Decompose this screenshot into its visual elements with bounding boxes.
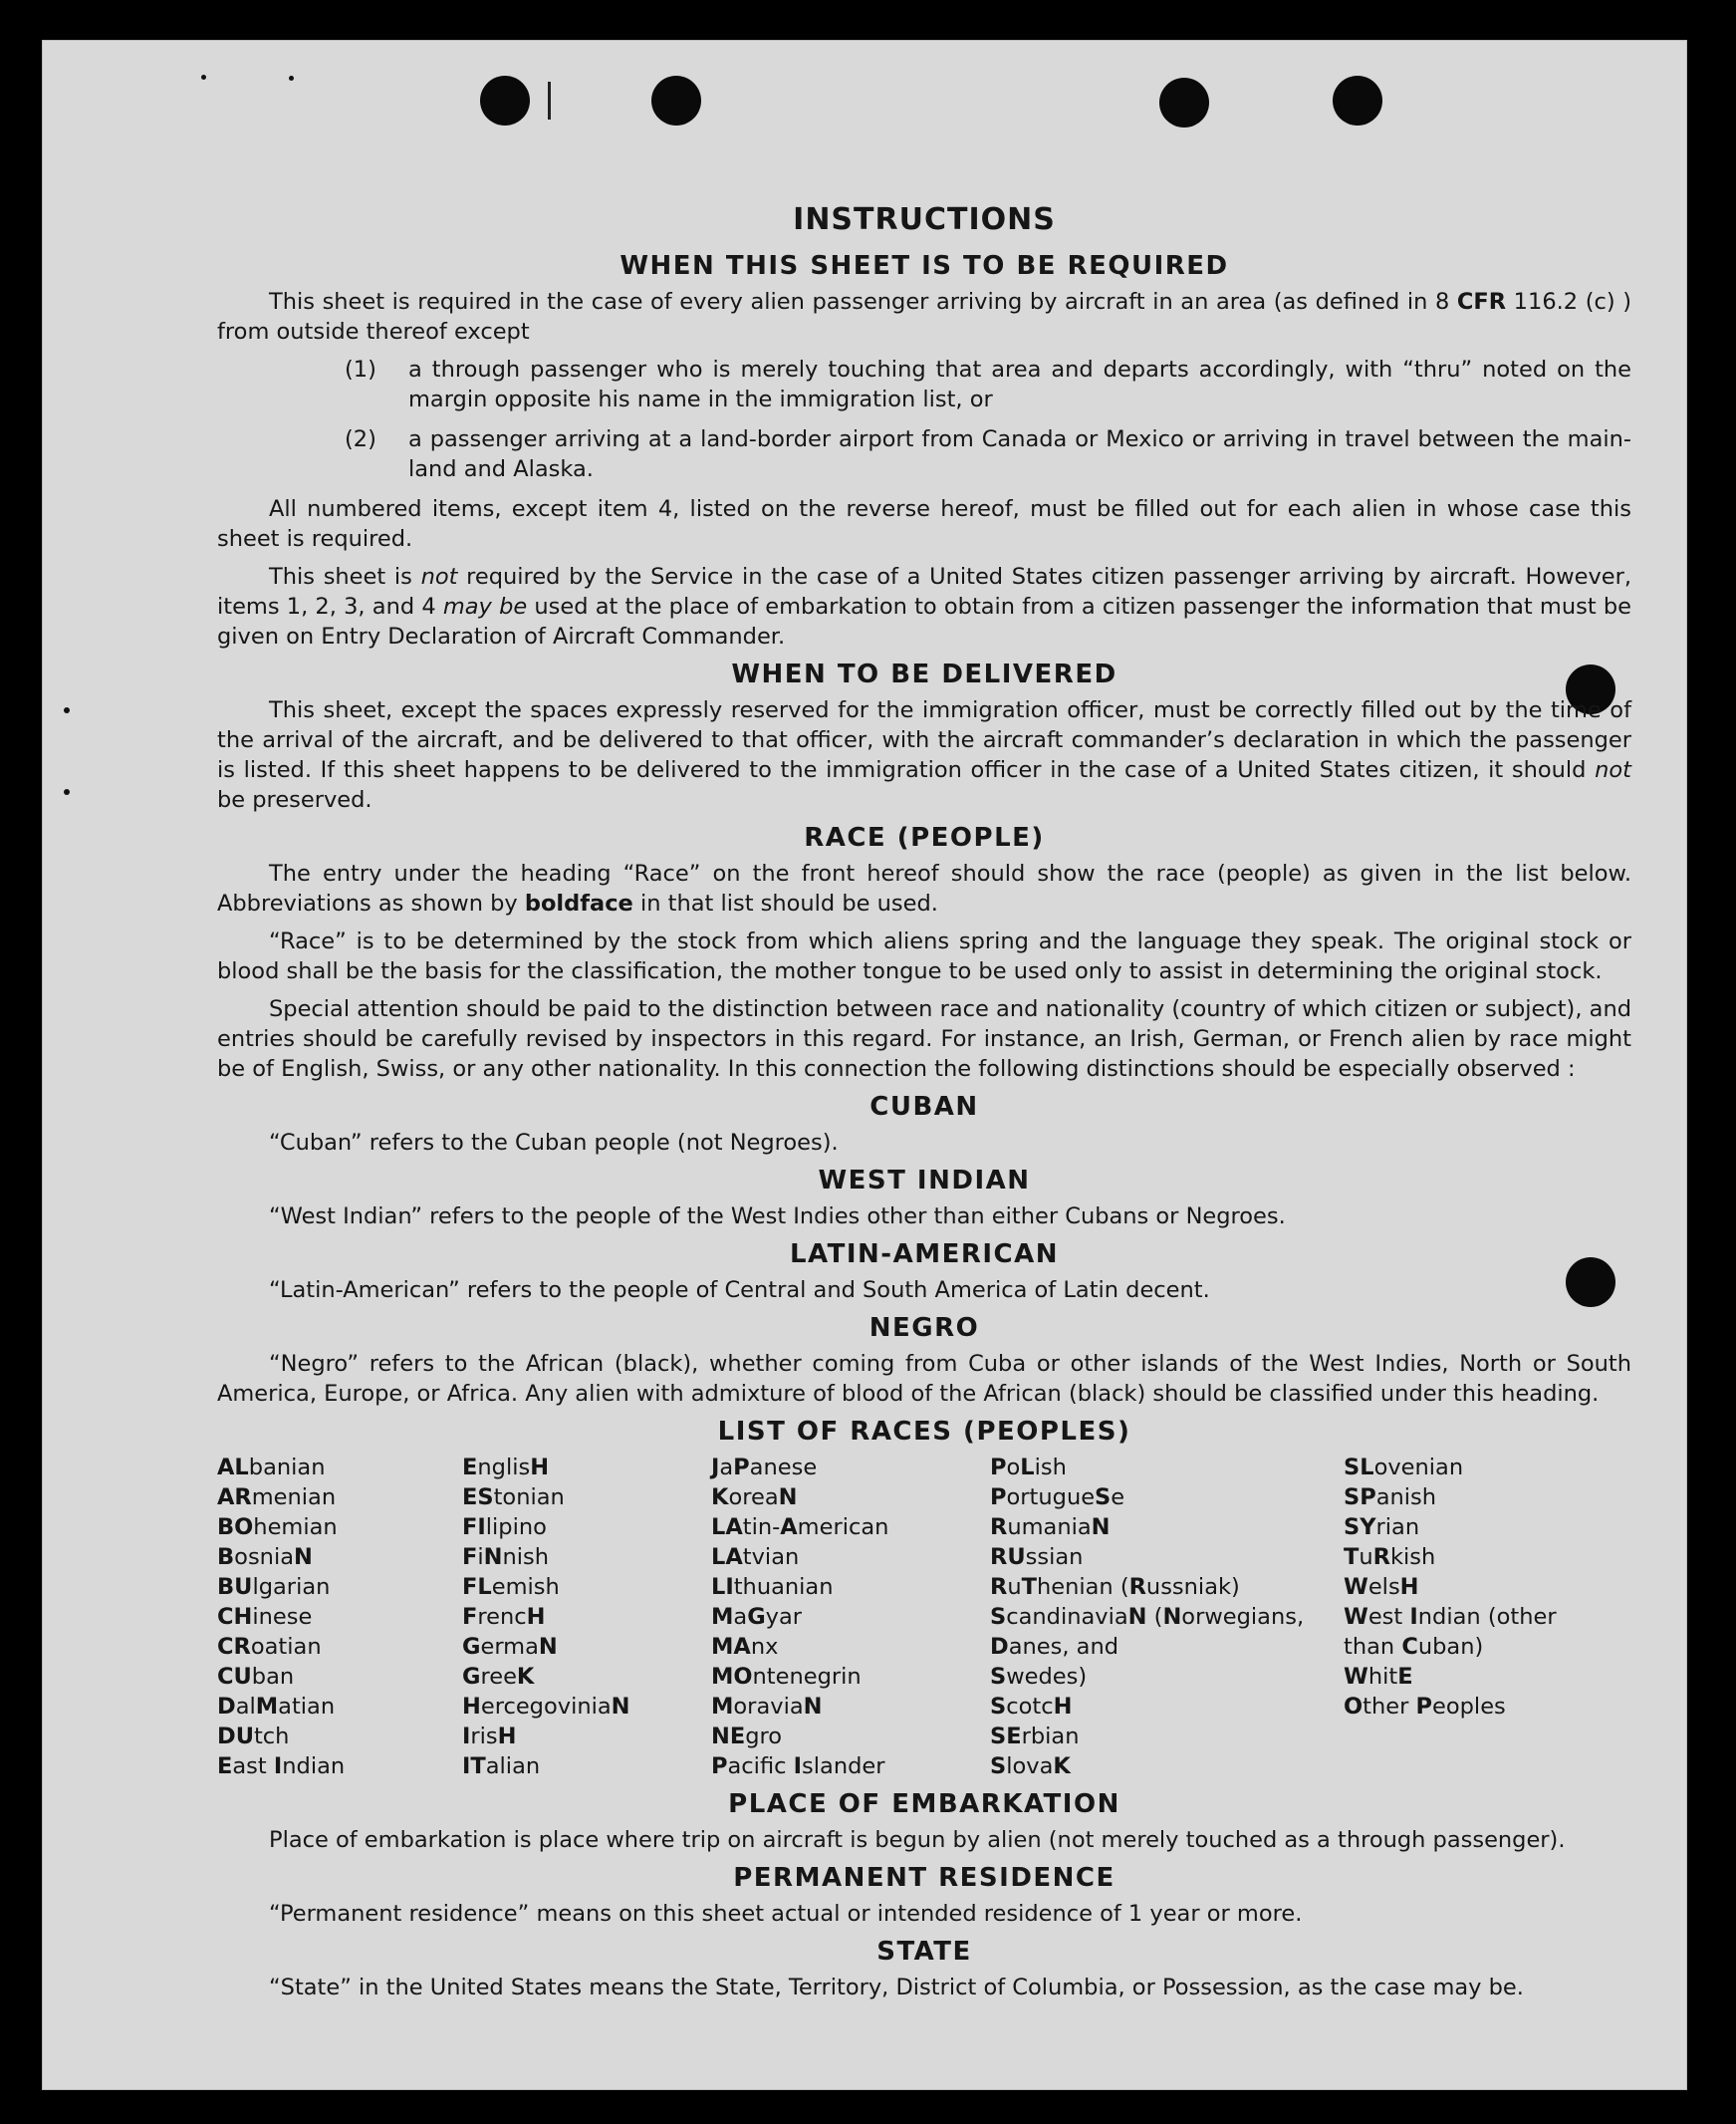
heading-negro: NEGRO [868,1313,980,1343]
heading-embarkation: PLACE OF EMBARKATION [728,1789,1120,1819]
text: required by the Service in the case of a United States citizen passenger arriving by aircraft. However, items 1, 2, 3, and 4 [217,564,1632,620]
heading-west-indian: WEST INDIAN [818,1166,1031,1195]
exception-number: (2) [345,426,376,452]
race-entry: SPanish [1344,1484,1437,1510]
race-entry: CHinese [217,1604,313,1630]
paragraph-race-attention: Special attention should be paid to the distinction between race and nationality (country of which citizen or subject), and entries should be carefully revised by inspectors in this regard. For instance, an Irish, German, or French alien by race might be of English, Swiss, or any other nationality. In this connection the following distinctions should be especially observed : [217,996,1631,1082]
speck [64,789,70,795]
races-list [217,1453,1631,1781]
races-column [711,1453,990,1781]
text: in that list should be used. [632,891,938,917]
race-entry: East Indian [217,1753,346,1779]
race-entry: MAnx [711,1634,779,1660]
bold-text: CFR [1456,289,1507,315]
page-title: INSTRUCTIONS [793,202,1056,237]
race-entry: CRoatian [217,1634,322,1660]
race-entry: MoraviaN [711,1694,823,1720]
text: be preserved. [217,787,372,813]
race-entry: EStonian [462,1484,565,1510]
exception-item [217,424,1631,484]
document-body [217,202,1631,2010]
italic-text: not [1595,757,1631,783]
heading-list-of-races: LIST OF RACES (PEOPLES) [717,1417,1131,1447]
document-sheet [42,40,1687,2090]
race-entry: WhitE [1344,1664,1413,1690]
punch-hole [1333,76,1382,126]
race-entry: FrencH [462,1604,546,1630]
race-entry: DUtch [217,1724,290,1749]
race-entry: HercegoviniaN [462,1694,630,1720]
margin-mark [548,82,551,120]
race-entry: West Indian (other [1344,1604,1557,1630]
race-entry: EnglisH [462,1455,550,1480]
race-entry: BosniaN [217,1544,313,1570]
paragraph-residence: “Permanent residence” means on this sheet actual or intended residence of 1 year or more. [269,1901,1303,1927]
text: used at the place of embarkation to obtain from a citizen passenger the information that must be given on Entry Declaration of Aircraft Commander. [217,594,1631,650]
race-entry: FIlipino [462,1514,547,1540]
heading-race: RACE (PEOPLE) [804,823,1045,853]
race-entry: ITalian [462,1753,541,1779]
text: This sheet is required in the case of every alien passenger arriving by aircraft in an area (as defined in 8 [269,289,1457,315]
paragraph-citizen [217,562,1631,652]
heading-cuban: CUBAN [869,1092,979,1122]
exception-text: a through passenger who is merely touching that area and departs accordingly, with “thru” noted on the margin opposite his name in the immigration list, or [408,357,1631,412]
race-entry: ARmenian [217,1484,337,1510]
punch-hole [480,76,530,126]
race-entry: Other Peoples [1344,1694,1506,1720]
race-entry: JaPanese [711,1455,818,1480]
speck [201,75,206,80]
race-entry: Swedes) [990,1664,1088,1690]
race-entry: Pacifc Islander [711,1753,885,1779]
race-entry: NEgro [711,1724,783,1749]
race-entry: SErbian [990,1724,1080,1749]
text: This sheet is [269,564,421,590]
race-entry: LIthuanian [711,1574,834,1600]
heading-when-required: WHEN THIS SHEET IS TO BE REQUIRED [620,251,1229,281]
text: This sheet, except the spaces expressly reserved for the immigration officer, must be correctly filled out by the time of the arrival of the aircraft, and be delivered to that officer, with the aircraft commander’s declaration in which the passenger is listed. If this sheet happens to be delivered to the immigration officer in the case of a United States citizen, it should [217,697,1631,783]
race-entry: DalMatian [217,1694,336,1720]
races-column [462,1453,711,1781]
race-entry: ScandinaviaN (Norwegians, [990,1604,1305,1630]
paragraph-race-stock: “Race” is to be determined by the stock from which aliens spring and the language they speak. The original stock or blood shall be the basis for the classification, the mother tongue to be used only to assist in determining the original stock. [217,929,1631,984]
exception-item [217,355,1631,414]
paragraph-race-entry [217,859,1631,919]
race-entry: SLovenian [1344,1455,1464,1480]
paragraph-latin-american: “Latin-American” refers to the people of Central and South America of Latin decent. [269,1277,1210,1303]
race-entry: LAtvian [711,1544,800,1570]
race-entry: IrisH [462,1724,517,1749]
text: The entry under the heading “Race” on the front hereof should show the race (people) as given in the list below. Abbreviations as shown by [217,861,1631,917]
race-entry: RuThenian (Russniak) [990,1574,1240,1600]
paragraph-negro: “Negro” refers to the African (black), whether coming from Cuba or other islands of the West Indies, North or South America, Europe, or Africa. Any alien with admixture of blood of the African (black) should be classified under this heading. [217,1351,1631,1407]
race-entry: ALbanian [217,1455,326,1480]
punch-hole [651,76,701,126]
heading-state: STATE [876,1937,972,1967]
race-entry: than Cuban) [1344,1634,1484,1660]
race-entry: TuRkish [1344,1544,1436,1570]
race-entry: GreeK [462,1664,535,1690]
races-column [217,1453,462,1781]
speck [64,707,70,713]
exception-number: (1) [345,357,376,383]
race-entry: FiNnish [462,1544,550,1570]
race-entry: WelsH [1344,1574,1419,1600]
race-entry: PortugueSe [990,1484,1125,1510]
race-entry: MaGyar [711,1604,803,1630]
paragraph-required-intro [217,287,1631,347]
heading-latin-american: LATIN-AMERICAN [789,1239,1060,1269]
race-entry: FLemish [462,1574,560,1600]
race-entry: BUlgarian [217,1574,331,1600]
paragraph-west-indian: “West Indian” refers to the people of the West Indies other than either Cubans or Negroes. [269,1203,1286,1229]
race-entry: ScotcH [990,1694,1073,1720]
text: 116.2 (c) ) from outside thereof except [217,289,1631,345]
race-entry: MOntenegrin [711,1664,862,1690]
punch-hole [1159,78,1209,128]
race-entry: BOhemian [217,1514,338,1540]
paragraph-delivered [217,695,1631,815]
race-entry: RUssian [990,1544,1084,1570]
paragraph-state: “State” in the United States means the State, Territory, District of Columbia, or Possession, as the case may be. [269,1975,1524,2000]
race-entry: GermaN [462,1634,558,1660]
paragraph-cuban: “Cuban” refers to the Cuban people (not Negroes). [269,1130,839,1156]
bold-text: boldface [524,891,633,917]
italic-text: may be [442,594,528,620]
races-column [990,1453,1344,1781]
race-entry: PoLish [990,1455,1067,1480]
race-entry: Danes, and [990,1634,1118,1660]
races-column [1344,1453,1612,1781]
heading-when-delivered: WHEN TO BE DELIVERED [731,660,1117,689]
exception-text: a passenger arriving at a land-border airport from Canada or Mexico or arriving in travel between the main-land and Alaska. [408,426,1631,482]
italic-text: not [420,564,458,590]
heading-residence: PERMANENT RESIDENCE [733,1863,1116,1893]
race-entry: RumaniaN [990,1514,1111,1540]
race-entry: SYrian [1344,1514,1420,1540]
paragraph-embarkation: Place of embarkation is place where trip on aircraft is begun by alien (not merely touched as a through passenger). [269,1827,1566,1853]
race-entry: KoreaN [711,1484,798,1510]
race-entry: CUban [217,1664,295,1690]
race-entry: LAtin-American [711,1514,889,1540]
race-entry: SlovaK [990,1753,1071,1779]
paragraph-numbered-items: All numbered items, except item 4, listed on the reverse hereof, must be filled out for each alien in whose case this sheet is required. [217,496,1631,552]
speck [289,76,294,81]
